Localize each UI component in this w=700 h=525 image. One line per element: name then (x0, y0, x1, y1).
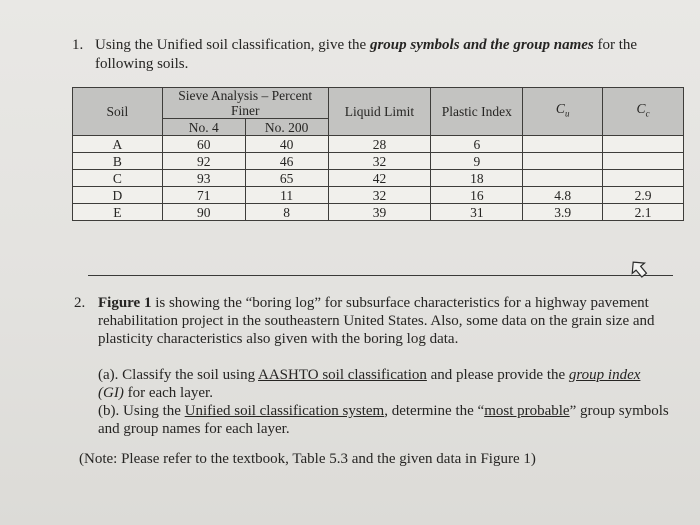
cell-soil: D (73, 187, 163, 204)
header-no200: No. 200 (245, 119, 328, 136)
cell-plastic-index: 31 (431, 204, 523, 221)
cell-soil: B (73, 153, 163, 170)
table-row (73, 136, 684, 153)
part-a: (a). Classify the soil using AASHTO soil classification and please provide the group index (GI) for each layer. (98, 367, 641, 401)
header-soil: Soil (73, 88, 163, 136)
cell-cc: 2.9 (603, 187, 684, 204)
cell-no4: 60 (162, 136, 245, 153)
cell-cc (603, 153, 684, 170)
cell-plastic-index: 6 (431, 136, 523, 153)
cell-cu: 4.8 (523, 187, 603, 204)
uscs-link: Unified soil classification system (184, 403, 385, 419)
cell-liquid-limit: 42 (328, 170, 431, 187)
cell-plastic-index: 16 (431, 187, 523, 204)
header-liquid-limit: Liquid Limit (328, 88, 431, 136)
header-sieve-analysis: Sieve Analysis – Percent Finer (162, 88, 328, 119)
cell-soil: C (73, 170, 163, 187)
cell-no4: 93 (162, 170, 245, 187)
cell-liquid-limit: 32 (328, 153, 431, 170)
cell-no4: 92 (162, 153, 245, 170)
cell-no200: 65 (245, 170, 328, 187)
cell-plastic-index: 9 (431, 153, 523, 170)
group-index-link: group index (568, 367, 641, 383)
cell-cc: 2.1 (603, 204, 684, 221)
reference-note: (Note: Please refer to the textbook, Table 5.3 and the given data in Figure 1) (79, 451, 536, 467)
cell-cc (603, 136, 684, 153)
cell-liquid-limit: 32 (328, 187, 431, 204)
cell-cu: 3.9 (523, 204, 603, 221)
cell-no4: 71 (162, 187, 245, 204)
cell-liquid-limit: 28 (328, 136, 431, 153)
figure-label: Figure 1 (98, 295, 152, 311)
header-plastic-index: Plastic Index (431, 88, 523, 136)
cell-liquid-limit: 39 (328, 204, 431, 221)
soil-data-table (72, 87, 684, 221)
cell-no200: 40 (245, 136, 328, 153)
cell-cu (523, 170, 603, 187)
question-1-text: Using the Unified soil classification, give the group symbols and the group names for the following soils. (95, 37, 638, 72)
table-header-row (73, 88, 684, 119)
cell-no200: 11 (245, 187, 328, 204)
cell-cc (603, 170, 684, 187)
table-row (73, 187, 684, 204)
table-row (73, 170, 684, 187)
cell-cu (523, 136, 603, 153)
cell-no200: 46 (245, 153, 328, 170)
header-no4: No. 4 (162, 119, 245, 136)
header-cu: $C_u$ (523, 88, 603, 136)
cell-soil: A (73, 136, 163, 153)
cell-no4: 90 (162, 204, 245, 221)
most-probable-link: most probable (484, 403, 570, 419)
question-1-number: 1. (72, 37, 84, 53)
question-2-number: 2. (74, 295, 86, 311)
table-row (73, 204, 684, 221)
part-b: (b). Using the Unified soil classification system, determine the “most probable” group symbols and group names for each layer. (98, 403, 669, 437)
question-2-text: Figure 1 is showing the “boring log” for subsurface characteristics for a highway pavement rehabilitation project in the southeastern United States. Also, some data on the grain size and plasticity characteristics also given with the boring log data. (98, 295, 655, 347)
question-1 (72, 36, 672, 74)
aashto-link: AASHTO soil classification (258, 367, 427, 383)
mouse-pointer-icon (628, 258, 650, 285)
section-divider (88, 275, 673, 276)
table-row (73, 153, 684, 170)
header-cc: $C_c$ (603, 88, 684, 136)
cell-cu (523, 153, 603, 170)
cell-no200: 8 (245, 204, 328, 221)
question-2 (74, 294, 670, 348)
cell-soil: E (73, 204, 163, 221)
cell-plastic-index: 18 (431, 170, 523, 187)
